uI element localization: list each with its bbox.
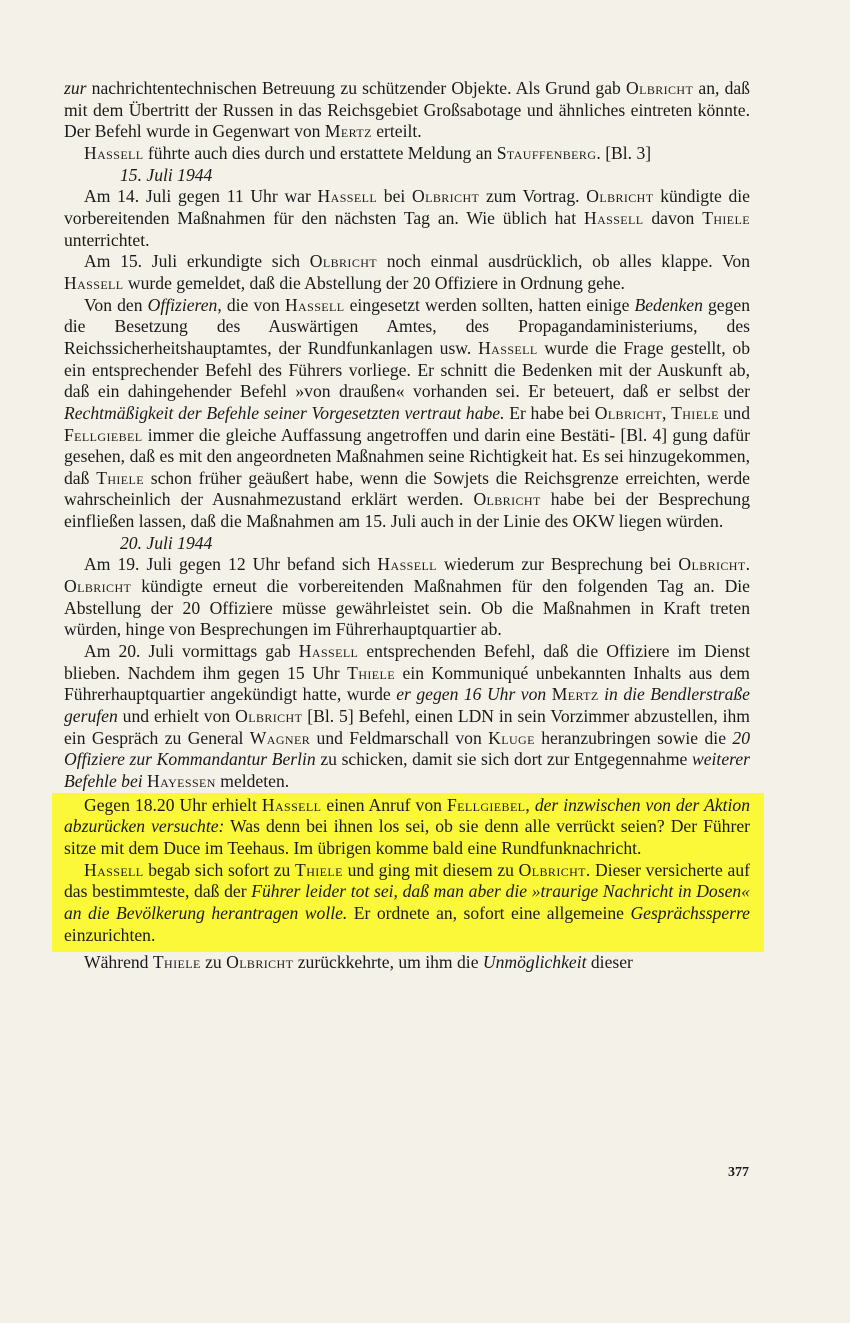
text-run: , die von [217,294,285,315]
person-name: Hassell [261,794,322,815]
emphasis-text: Unmöglichkeit [482,952,587,973]
person-name: Hayessen [147,771,216,791]
person-name: Olbricht [518,859,586,880]
text-run: schon früher geäußert habe, wenn die Sowjets die Reichsgrenze erreichten, werde wahrscheinlich der Ausnahmezustand erklärt werden. [64,467,750,510]
person-name: Olbricht [235,706,303,727]
text-run: . [Bl. 3] [596,142,652,163]
paragraph [64,641,750,793]
person-name: Mertz [551,684,599,705]
person-name: Olbricht [412,186,480,207]
text-run: Am 20. Juli vormittags gab [84,641,299,662]
section-date-heading [64,165,750,187]
text-run: Von den [84,294,148,315]
paragraph [64,78,750,143]
person-name: Thiele [671,402,719,423]
text-run: meldeten. [215,771,290,791]
highlighted-passage [52,793,764,953]
text-run: 15. Juli 1944 [120,164,213,185]
person-name: Wagner [249,727,311,748]
text-run: 20. Juli 1944 [120,532,213,553]
text-run: Am 15. Juli erkundigte sich [84,251,310,272]
text-run: Während [84,952,153,973]
person-name: Thiele [702,207,751,228]
text-run: davon [643,207,703,228]
text-run: Was denn bei ihnen los sei, ob sie denn alle verrückt seien? Der Führer sitze mit dem Duce im Teehaus. Im übrigen komme bald eine Rundfunknachricht. [64,816,751,858]
emphasis-text: in die Bendlerstraße gerufen [64,684,750,727]
paragraph [64,795,750,860]
person-name: Olbricht [678,554,746,575]
emphasis-text: Offizieren [147,294,218,315]
text-run: immer die gleiche Auffassung angetroffen und darin eine Bestäti- [Bl. 4] gung dafür gesehen, daß es mit den angeordneten Maßnahmen seine Richtigkeit hat. Es sei hinzugekommen, daß [64,424,750,488]
person-name: Olbricht [64,576,132,597]
text-run: erteilt. [371,121,422,142]
person-name: Thiele [152,952,201,973]
text-run: ein Kommuniqué unbekannten Inhalts aus dem Führerhauptquartier angekündigt hatte, wurde [64,662,750,705]
text-run: an, daß mit dem Übertritt der Russen in das Reichsgebiet Großsabotage und ähnliches eintreten könnte. Der Befehl wurde in Gegenwart von [64,78,750,142]
text-run: bei [377,186,412,207]
person-name: Olbricht [226,952,294,973]
person-name: Hassell [317,186,378,207]
person-name: Olbricht [625,78,694,98]
person-name: Hassell [84,142,144,163]
text-run: wurde gemeldet, daß die Abstellung der 20 Offiziere in Ordnung gehe. [123,272,625,293]
person-name: Kluge [488,727,535,748]
person-name: Hassell [64,272,124,293]
text-run: wiederum zur Besprechung bei [436,554,679,575]
person-name: Fellgiebel [446,794,526,815]
text-run: unterrichtet. [64,229,150,250]
text-run: habe bei der Besprechung einfließen lassen, daß die Maßnahmen am 15. Juli auch in der Linie des OKW liegen würden. [64,489,750,532]
text-run: und [718,402,751,423]
emphasis-text: der inzwischen von der Aktion abzurücken versuchte: [64,794,751,837]
paragraph [64,295,750,533]
person-name: Thiele [347,662,395,683]
person-name: Hassell [284,294,345,315]
emphasis-text: Rechtmäßigkeit der Befehle seiner Vorgesetzten vertraut habe. [64,402,505,423]
person-name: Olbricht [473,489,541,510]
text-run: Gegen 18.20 Uhr erhielt [84,794,262,815]
person-name: Hassell [298,641,359,662]
person-name: Mertz [324,121,372,142]
text-run: dieser [586,952,633,973]
person-name: Olbricht [586,186,654,207]
text-run: zurückkehrte, um ihm die [293,952,483,973]
text-run: heranzubringen sowie die [534,727,733,748]
text-run: begab sich sofort zu [143,859,296,880]
text-run: einen Anruf von [321,794,447,815]
text-run: nachrichtentechnischen Betreuung zu schützender Objekte. Als Grund gab [86,78,626,98]
text-run: und erhielt von [117,706,236,727]
paragraph [64,251,750,294]
emphasis-text: er gegen 16 Uhr von [396,684,547,705]
text-run: kündigte erneut die vorbereitenden Maßnahmen für den folgenden Tag an. Die Abstellung der 20 Offiziere müsse gewährleistet sein. Ob die Maßnahmen in Kraft treten würden, hinge von Besprechungen im Führerhauptquartier ab. [64,576,750,640]
paragraph [64,143,750,165]
text-run: entsprechenden Befehl, daß die Offiziere im Dienst blieben. Nachdem ihm gegen 15 Uhr [64,641,751,683]
text-run: zum Vortrag. [479,186,587,207]
page-number: 377 [728,1165,749,1180]
paragraph [64,186,750,251]
text-run: , [661,402,672,423]
paragraph [64,860,750,947]
emphasis-text: zur [64,78,87,98]
text-run: . [745,554,750,575]
text-run: zu [200,952,227,973]
person-name: Hassell [478,337,538,358]
body-text [64,78,750,974]
text-run: [Bl. 5] Befehl, einen LDN in sein Vorzimmer abzustellen, ihm ein Gespräch zu General [64,706,750,748]
text-run: wurde die Frage gestellt, ob ein entsprechender Befehl des Führers vorliege. Er schnitt die Bedenken mit der Auskunft ab, daß ein dahingehender Befehl »von draußen« vorhanden sei. Er beteuert, daß er selbst der [64,337,751,402]
person-name: Olbricht [309,251,378,272]
person-name: Hassell [583,207,644,228]
person-name: Hassell [84,859,144,880]
text-run: eingesetzt werden sollten, hatten einige [344,294,635,315]
text-run: noch einmal ausdrücklich, ob alles klappe. Von [377,251,750,272]
text-run: zu schicken, damit sie sich dort zur Entgegennahme [315,749,692,770]
paragraph [64,554,750,641]
person-name: Thiele [96,467,144,488]
person-name: Thiele [295,859,343,880]
person-name: Hassell [377,554,437,575]
text-run: kündigte die vorbereitenden Maßnahmen für den nächsten Tag an. Wie üblich hat [64,186,750,228]
text-run: führte auch dies durch und erstattete Meldung an [143,142,497,163]
emphasis-text: Bedenken [634,294,703,315]
text-run: Er habe bei [504,402,595,423]
text-run: und ging mit diesem zu [342,859,519,880]
text-run: . Dieser versicherte auf das bestimmteste, daß der [64,859,750,902]
section-date-heading [64,533,750,555]
emphasis-text: 20 Offiziere zur Kommandantur Berlin [64,727,750,770]
text-run: Am 14. Juli gegen 11 Uhr war [84,186,318,207]
text-run: gegen die Besetzung des Auswärtigen Amtes, des Propagandaministeriums, des Reichssicherheitshauptamtes, der Rundfunkanlagen usw. [64,294,750,358]
text-run: Am 19. Juli gegen 12 Uhr befand sich [84,554,378,575]
text-run: und Feldmarschall von [310,727,489,748]
emphasis-text: Führer leider tot sei, daß man aber die »traurige Nachricht in Dosen« an die Bevölkerung herantragen wolle. [64,881,750,923]
person-name: Stauffenberg [496,142,597,163]
text-run: Er ordnete an, sofort eine allgemeine [347,902,631,923]
emphasis-text: weiterer Befehle bei [64,749,750,791]
text-run: , [525,794,535,815]
emphasis-text: Gesprächssperre [630,902,750,923]
text-run: einzurichten. [64,924,156,945]
person-name: Fellgiebel [64,424,143,445]
paragraph [64,952,750,974]
person-name: Olbricht [594,402,662,423]
